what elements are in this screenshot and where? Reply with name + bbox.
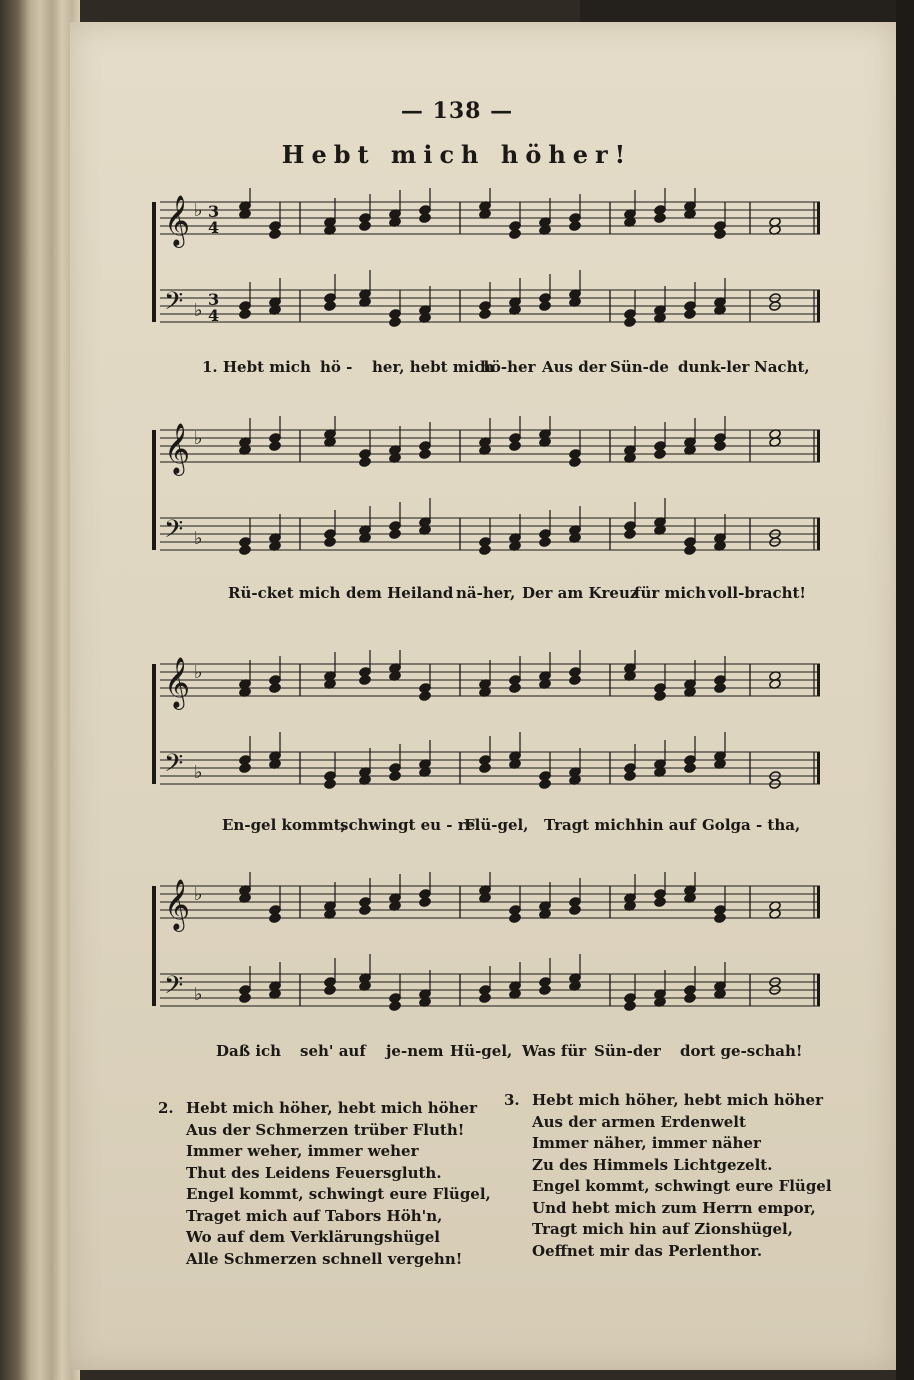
note-head	[624, 1001, 636, 1012]
lyric-syllable: Rü-cket mich	[228, 584, 341, 602]
note-head	[419, 691, 431, 702]
flat-sign: ♭	[194, 662, 203, 683]
music-system-1	[150, 188, 830, 376]
flat-sign: ♭	[194, 528, 203, 549]
lyric-syllable: Aus der	[542, 358, 607, 376]
verse-line: Aus der armen Erdenwelt	[532, 1112, 746, 1131]
note-head	[539, 537, 551, 548]
verse-line: Wo auf dem Verklärungshügel	[186, 1228, 440, 1246]
treble-clef: 𝄞	[164, 657, 191, 708]
time-signature-top: 3	[208, 290, 220, 309]
treble-clef: 𝄞	[164, 195, 191, 246]
verse-line: Engel kommt, schwingt eure Flügel,	[186, 1185, 491, 1203]
note-head	[419, 897, 431, 908]
note-head	[359, 905, 371, 916]
treble-clef: 𝄞	[164, 879, 191, 930]
final-barline-thick	[817, 430, 820, 462]
music-system-2	[150, 416, 830, 602]
note-head	[269, 683, 281, 694]
lyric-syllable: dunk-ler	[678, 358, 750, 376]
note-head	[324, 537, 336, 548]
note-head	[479, 545, 491, 556]
verse-line: Tragt mich hin auf Zionshügel,	[532, 1220, 793, 1238]
verse-line: Oeffnet mir das Perlenthor.	[532, 1241, 763, 1260]
note-head	[239, 763, 251, 774]
note-head	[269, 441, 281, 452]
score-staves	[150, 872, 830, 1032]
note-head	[509, 229, 521, 240]
note-head	[359, 221, 371, 232]
note-head	[654, 449, 666, 460]
note-head	[269, 229, 281, 240]
lyric-syllable: Tragt mich	[544, 816, 636, 834]
lyric-syllable: hö-her	[480, 358, 536, 376]
note-head	[539, 301, 551, 312]
bass-clef: 𝄢	[164, 749, 184, 784]
system-bracket	[152, 664, 156, 784]
note-head	[539, 779, 551, 790]
flat-sign: ♭	[194, 762, 203, 783]
lyric-syllable: Golga - tha,	[702, 816, 801, 834]
final-barline-thick	[817, 290, 820, 322]
lyric-syllable: hö -	[320, 358, 353, 376]
bass-clef: 𝄢	[164, 515, 184, 550]
note-head	[509, 913, 521, 924]
lyric-syllable: hin auf	[636, 816, 696, 834]
system-bracket	[152, 886, 156, 1006]
note-head	[624, 317, 636, 328]
note-head	[359, 675, 371, 686]
lyric-syllable: je-nem	[386, 1042, 444, 1060]
verse-number: 3.	[504, 1091, 520, 1109]
lyric-syllable: Hü-gel,	[450, 1042, 513, 1060]
music-system-4	[150, 872, 830, 1060]
note-head	[624, 771, 636, 782]
lyric-syllable: Flü-gel,	[464, 816, 529, 834]
song-title: Hebt mich höher!	[281, 140, 633, 169]
note-head	[569, 675, 581, 686]
note-head	[684, 309, 696, 320]
note-head	[624, 529, 636, 540]
note-head	[479, 309, 491, 320]
lyric-syllable: Der am Kreuz	[522, 584, 639, 602]
note-head	[569, 221, 581, 232]
note-head	[389, 529, 401, 540]
lyric-syllable: für mich	[634, 584, 707, 602]
lyric-syllable: Daß ich	[216, 1042, 282, 1060]
lyric-syllable: voll-bracht!	[708, 584, 807, 602]
page-number: — 138 —	[400, 98, 514, 124]
score-staves	[150, 416, 830, 576]
verse-line: Immer weher, immer weher	[186, 1142, 419, 1160]
note-head	[324, 779, 336, 790]
verse-line: Alle Schmerzen schnell vergehn!	[186, 1249, 463, 1268]
treble-clef: 𝄞	[164, 423, 191, 474]
note-head	[684, 545, 696, 556]
note-head	[324, 985, 336, 996]
verse-line: Hebt mich höher, hebt mich höher	[186, 1099, 477, 1117]
note-head	[359, 457, 371, 468]
note-head	[569, 905, 581, 916]
final-barline-thick	[817, 886, 820, 918]
flat-sign: ♭	[194, 300, 203, 321]
lyric-syllable: seh' auf	[300, 1042, 366, 1060]
lyric-syllable: Nacht,	[754, 358, 810, 376]
verse-line: Zu des Himmels Lichtgezelt.	[532, 1155, 773, 1174]
flat-sign: ♭	[194, 884, 203, 905]
note-head	[684, 763, 696, 774]
verse-line: Hebt mich höher, hebt mich höher	[532, 1091, 823, 1109]
note-head	[509, 441, 521, 452]
lyric-syllable: schwingt eu - re	[340, 816, 476, 834]
bass-clef: 𝄢	[164, 287, 184, 322]
verse-line: Und hebt mich zum Herrn empor,	[532, 1198, 816, 1217]
note-head	[419, 449, 431, 460]
verse-number: 2.	[158, 1099, 174, 1117]
note-head	[654, 691, 666, 702]
verse-line: Traget mich auf Tabors Höh'n,	[186, 1206, 443, 1225]
score-staves	[150, 188, 830, 348]
lyric-syllable: Sün-de	[610, 358, 669, 376]
score-staves	[150, 650, 830, 810]
note-head	[714, 441, 726, 452]
book-cover-edge	[896, 0, 914, 1380]
lyric-syllable: her, hebt mich	[372, 358, 495, 376]
verse-line: Aus der Schmerzen trüber Fluth!	[186, 1120, 465, 1139]
lyric-syllable: nä-her,	[456, 584, 516, 602]
time-signature-bottom: 4	[208, 306, 220, 325]
note-head	[654, 897, 666, 908]
final-barline-thick	[817, 202, 820, 234]
note-head	[539, 985, 551, 996]
lyric-syllable: Sün-der	[594, 1042, 661, 1060]
verse-3	[504, 1090, 832, 1262]
final-barline-thick	[817, 664, 820, 696]
verse-line: Engel kommt, schwingt eure Flügel	[532, 1177, 832, 1195]
lyric-syllable: 1. Hebt mich	[202, 358, 311, 376]
note-head	[509, 683, 521, 694]
verse-2	[158, 1098, 491, 1270]
lyric-syllable: En-gel kommt,	[222, 816, 346, 834]
flat-sign: ♭	[194, 984, 203, 1005]
note-head	[714, 229, 726, 240]
note-head	[654, 213, 666, 224]
note-head	[389, 317, 401, 328]
note-head	[479, 763, 491, 774]
system-bracket	[152, 430, 156, 550]
note-head	[684, 993, 696, 1004]
time-signature-bottom: 4	[208, 218, 220, 237]
note-head	[714, 683, 726, 694]
note-head	[239, 309, 251, 320]
music-system-3	[150, 650, 830, 834]
note-head	[239, 993, 251, 1004]
flat-sign: ♭	[194, 428, 203, 449]
flat-sign: ♭	[194, 200, 203, 221]
note-head	[389, 771, 401, 782]
note-head	[569, 457, 581, 468]
lyric-syllable: dort ge-schah!	[680, 1042, 803, 1060]
note-head	[479, 993, 491, 1004]
system-bracket	[152, 202, 156, 322]
note-head	[324, 301, 336, 312]
book-page-edges	[0, 0, 80, 1380]
note-head	[714, 913, 726, 924]
note-head	[419, 213, 431, 224]
lyric-syllable: Was für	[522, 1042, 587, 1060]
note-head	[239, 545, 251, 556]
bass-clef: 𝄢	[164, 971, 184, 1006]
note-head	[389, 1001, 401, 1012]
final-barline-thick	[817, 752, 820, 784]
verse-line: Immer näher, immer näher	[532, 1134, 761, 1152]
time-signature-top: 3	[208, 202, 220, 221]
lyric-syllable: dem Heiland	[346, 584, 454, 602]
final-barline-thick	[817, 974, 820, 1006]
final-barline-thick	[817, 518, 820, 550]
verse-line: Thut des Leidens Feuersgluth.	[186, 1163, 442, 1182]
note-head	[269, 913, 281, 924]
